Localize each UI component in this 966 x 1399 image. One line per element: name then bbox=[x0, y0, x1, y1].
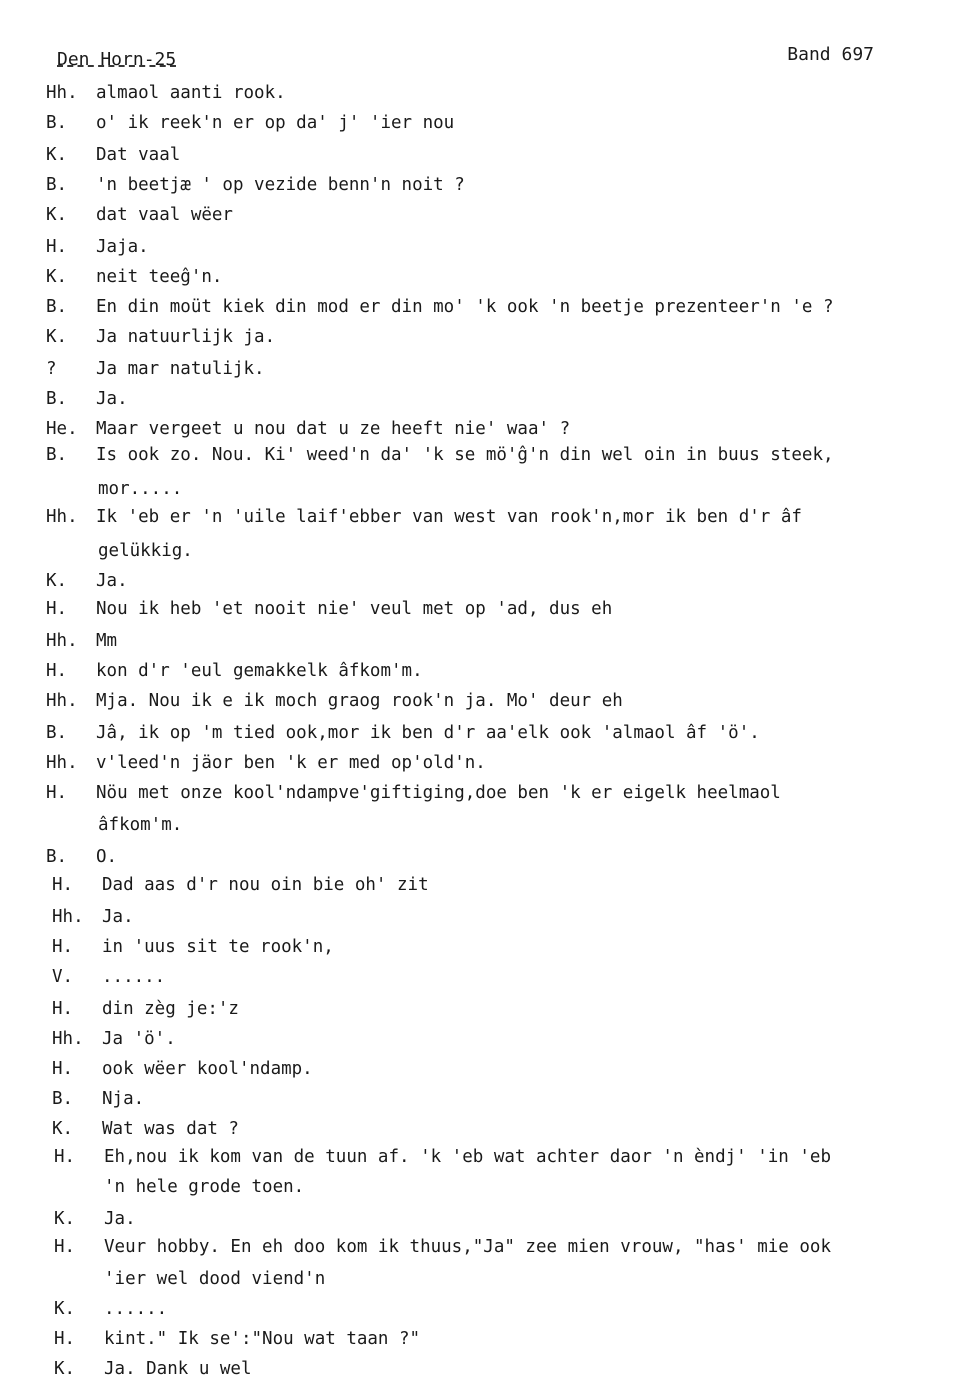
utterance-text: Is ook zo. Nou. Ki' weed'n da' 'k se mö'ĝ'n din wel oin in buus steek, bbox=[96, 445, 834, 465]
transcript-line bbox=[0, 994, 966, 1024]
transcript-line bbox=[0, 870, 966, 900]
transcript-line bbox=[0, 566, 966, 596]
transcript-line bbox=[0, 932, 966, 962]
speaker-label: H. bbox=[46, 661, 68, 681]
speaker-label: B. bbox=[46, 113, 68, 133]
transcript-line bbox=[0, 656, 966, 686]
utterance-text: 'ier wel dood viend'n bbox=[104, 1269, 326, 1289]
utterance-text: Eh,nou ik kom van de tuun af. 'k 'eb wat achter daor 'n èndj' 'in 'eb bbox=[104, 1147, 831, 1167]
speaker-label: K. bbox=[46, 205, 68, 225]
utterance-text: kon d'r 'eul gemakkelk âfkom'm. bbox=[96, 661, 423, 681]
transcript-line bbox=[0, 1264, 966, 1294]
utterance-text: Dad aas d'r nou oin bie oh' zit bbox=[102, 875, 429, 895]
speaker-label: B. bbox=[52, 1089, 74, 1109]
speaker-label: B. bbox=[46, 175, 68, 195]
transcript-line bbox=[0, 594, 966, 624]
speaker-label: H. bbox=[52, 875, 74, 895]
speaker-label: H. bbox=[54, 1147, 76, 1167]
transcript-line bbox=[0, 140, 966, 170]
transcript-line bbox=[0, 902, 966, 932]
utterance-text: Ja. bbox=[96, 571, 128, 591]
speaker-label: K. bbox=[54, 1209, 76, 1229]
speaker-label: Hh. bbox=[46, 83, 78, 103]
speaker-label: K. bbox=[46, 267, 68, 287]
transcript-line bbox=[0, 502, 966, 532]
transcript-line bbox=[0, 748, 966, 778]
utterance-text: kint." Ik se':"Nou wat taan ?" bbox=[104, 1329, 421, 1349]
utterance-text: ook wëer kool'ndamp. bbox=[102, 1059, 313, 1079]
speaker-label: H. bbox=[46, 783, 68, 803]
transcript-line bbox=[0, 384, 966, 414]
speaker-label: K. bbox=[54, 1299, 76, 1319]
utterance-text: Ik 'eb er 'n 'uile laif'ebber van west van rook'n,mor ik ben d'r âf bbox=[96, 507, 802, 527]
utterance-text: o' ik reek'n er op da' j' 'ier nou bbox=[96, 113, 455, 133]
transcript-line bbox=[0, 1324, 966, 1354]
utterance-text: din zèg je:'z bbox=[102, 999, 239, 1019]
transcript-line bbox=[0, 78, 966, 108]
utterance-text: Nou ik heb 'et nooit nie' veul met op 'ad, dus eh bbox=[96, 599, 613, 619]
transcript-line bbox=[0, 962, 966, 992]
utterance-text: Dat vaal bbox=[96, 145, 181, 165]
utterance-text: Ja natuurlijk ja. bbox=[96, 327, 276, 347]
speaker-label: Hh. bbox=[46, 507, 78, 527]
speaker-label: ? bbox=[46, 359, 57, 379]
document-location: Den Horn-25 bbox=[57, 49, 177, 70]
transcript-line bbox=[0, 1204, 966, 1234]
transcript-line bbox=[0, 108, 966, 138]
utterance-text: Ja mar natulijk. bbox=[96, 359, 265, 379]
speaker-label: Hh. bbox=[52, 907, 84, 927]
utterance-text: almaol aanti rook. bbox=[96, 83, 286, 103]
utterance-text: Nöu met onze kool'ndampve'giftiging,doe ben 'k er eigelk heelmaol bbox=[96, 783, 781, 803]
utterance-text: Mja. Nou ik e ik moch graog rook'n ja. Mo' deur eh bbox=[96, 691, 623, 711]
utterance-text: dat vaal wëer bbox=[96, 205, 233, 225]
speaker-label: Hh. bbox=[46, 691, 78, 711]
transcript-line bbox=[0, 1172, 966, 1202]
speaker-label: K. bbox=[52, 1119, 74, 1139]
transcript-line bbox=[0, 1294, 966, 1324]
utterance-text: ...... bbox=[104, 1299, 168, 1319]
utterance-text: in 'uus sit te rook'n, bbox=[102, 937, 334, 957]
speaker-label: H. bbox=[52, 937, 74, 957]
transcript-line bbox=[0, 1114, 966, 1144]
transcript-line bbox=[0, 1054, 966, 1084]
transcript-line bbox=[0, 232, 966, 262]
utterance-text: Ja. bbox=[96, 389, 128, 409]
transcript-line bbox=[0, 686, 966, 716]
utterance-text: Wat was dat ? bbox=[102, 1119, 239, 1139]
utterance-text: 'n beetjæ ' op vezide benn'n noit ? bbox=[96, 175, 465, 195]
speaker-label: K. bbox=[46, 327, 68, 347]
transcript-line bbox=[0, 1232, 966, 1262]
utterance-text: âfkom'm. bbox=[98, 815, 183, 835]
utterance-text: Nja. bbox=[102, 1089, 145, 1109]
utterance-text: 'n hele grode toen. bbox=[104, 1177, 305, 1197]
speaker-label: H. bbox=[52, 999, 74, 1019]
speaker-label: V. bbox=[52, 967, 74, 987]
utterance-text: Ja 'ö'. bbox=[102, 1029, 176, 1049]
speaker-label: B. bbox=[46, 723, 68, 743]
utterance-text: v'leed'n jäor ben 'k er med op'old'n. bbox=[96, 753, 486, 773]
tape-number: Band 697 bbox=[787, 44, 874, 65]
speaker-label: B. bbox=[46, 847, 68, 867]
transcript-line bbox=[0, 262, 966, 292]
transcript-line bbox=[0, 718, 966, 748]
speaker-label: He. bbox=[46, 419, 78, 439]
speaker-label: B. bbox=[46, 389, 68, 409]
transcript-line bbox=[0, 200, 966, 230]
utterance-text: Jâ, ik op 'm tied ook,mor ik ben d'r aa'elk ook 'almaol âf 'ö'. bbox=[96, 723, 760, 743]
speaker-label: H. bbox=[52, 1059, 74, 1079]
speaker-label: H. bbox=[54, 1329, 76, 1349]
speaker-label: Hh. bbox=[52, 1029, 84, 1049]
transcript-line bbox=[0, 1084, 966, 1114]
transcript-line bbox=[0, 1024, 966, 1054]
utterance-text: En din moüt kiek din mod er din mo' 'k ook 'n beetje prezenteer'n 'e ? bbox=[96, 297, 834, 317]
utterance-text: Jaja. bbox=[96, 237, 149, 257]
utterance-text: Mm bbox=[96, 631, 118, 651]
speaker-label: Hh. bbox=[46, 631, 78, 651]
transcript-line bbox=[0, 440, 966, 470]
utterance-text: Veur hobby. En eh doo kom ik thuus,"Ja" zee mien vrouw, "has' mie ook bbox=[104, 1237, 831, 1257]
speaker-label: H. bbox=[46, 599, 68, 619]
utterance-text: mor..... bbox=[98, 479, 183, 499]
speaker-label: K. bbox=[54, 1359, 76, 1379]
utterance-text: gelükkig. bbox=[98, 541, 193, 561]
utterance-text: Ja. Dank u wel bbox=[104, 1359, 252, 1379]
utterance-text: neit teeĝ'n. bbox=[96, 267, 223, 287]
speaker-label: K. bbox=[46, 571, 68, 591]
transcript-line bbox=[0, 778, 966, 808]
speaker-label: H. bbox=[46, 237, 68, 257]
utterance-text: Maar vergeet u nou dat u ze heeft nie' waa' ? bbox=[96, 419, 571, 439]
utterance-text: ...... bbox=[102, 967, 166, 987]
utterance-text: Ja. bbox=[102, 907, 134, 927]
transcript-line bbox=[0, 474, 966, 504]
transcript-line bbox=[0, 626, 966, 656]
transcript-line bbox=[0, 322, 966, 352]
transcript-line bbox=[0, 292, 966, 322]
transcript-line bbox=[0, 170, 966, 200]
speaker-label: K. bbox=[46, 145, 68, 165]
utterance-text: O. bbox=[96, 847, 118, 867]
transcript-line bbox=[0, 842, 966, 872]
transcript-line bbox=[0, 1142, 966, 1172]
speaker-label: B. bbox=[46, 297, 68, 317]
transcript-line bbox=[0, 810, 966, 840]
utterance-text: Ja. bbox=[104, 1209, 136, 1229]
speaker-label: B. bbox=[46, 445, 68, 465]
speaker-label: Hh. bbox=[46, 753, 78, 773]
transcript-line bbox=[0, 1354, 966, 1384]
transcript-line bbox=[0, 536, 966, 566]
speaker-label: H. bbox=[54, 1237, 76, 1257]
transcript-line bbox=[0, 354, 966, 384]
